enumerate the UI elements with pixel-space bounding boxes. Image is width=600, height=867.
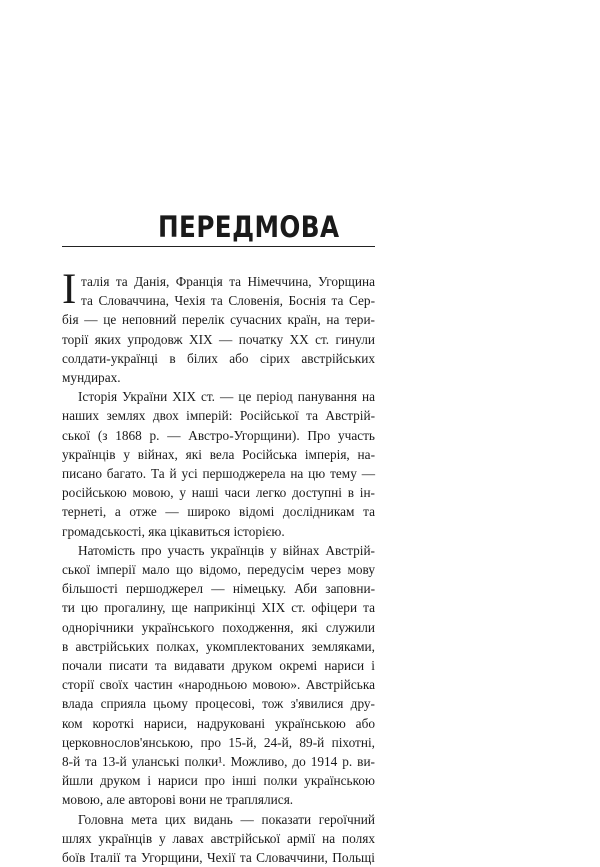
- text-line: Головна мета цих видань — показати героїчний: [78, 812, 375, 827]
- text-line: влада сприяла цьому процесові, тож з'явилися дру-: [62, 696, 375, 711]
- drop-cap: І: [62, 266, 77, 313]
- text-line: та Словаччина, Чехія та Словенія, Боснія та Сер-: [81, 293, 375, 308]
- text-line: бія — це неповний перелік сучасних країн, на тери-: [62, 312, 375, 327]
- text-line: торії яких упродовж XIX — початку XX ст. гинули: [62, 332, 375, 347]
- text-line: йшли друком і нариси про інші полки українською: [62, 773, 375, 788]
- text-line: українців у війнах, які вела Російська імперія, на-: [62, 447, 375, 462]
- text-line: ти цю прогалину, ще наприкінці XIX ст. офіцери та: [62, 600, 375, 615]
- text-line: мундирах.: [62, 370, 121, 385]
- text-line: громадськості, яка цікавиться історією.: [62, 524, 285, 539]
- text-line: сторії своїх частин «народньою мовою». Австрійська: [62, 677, 375, 692]
- text-line: тернеті, а отже — широко відомі дослідникам та: [62, 504, 375, 519]
- text-line: більшості першоджерел — німецьку. Аби заповни-: [62, 581, 375, 596]
- page-title: ПЕРЕДМОВА: [158, 210, 340, 244]
- text-line: в австрійських полках, укомплектованих земляками,: [62, 639, 375, 654]
- text-line: шлях українців у лавах австрійської армії на полях: [62, 831, 375, 846]
- text-line: церковнослов'янською, про 15-й, 24-й, 89-й піхотні,: [62, 735, 375, 750]
- text-line: однорічники українського походження, які служили: [62, 620, 375, 635]
- text-line: талія та Данія, Франція та Німеччина, Угорщина: [81, 274, 375, 289]
- text-line: Натомість про участь українців у війнах Австрій-: [78, 543, 375, 558]
- text-line: Історія України XIX ст. — це період панування на: [78, 389, 375, 404]
- text-line: писано багато. Та й усі першоджерела на цю тему —: [62, 466, 375, 481]
- title-rule: [62, 246, 375, 247]
- text-line: наших землях двох імперій: Російської та Австрій-: [62, 408, 375, 423]
- text-line: ком короткі нариси, надруковані українською або: [62, 716, 375, 731]
- text-line: боїв Італії та Угорщини, Чехії та Словаччини, Польщі: [62, 850, 375, 865]
- text-line: 8-й та 13-й уланські полки¹. Можливо, до 1914 р. ви-: [62, 754, 375, 769]
- text-line: почали писати та видавати друком окремі нариси і: [62, 658, 375, 673]
- text-line: мовою, але авторові вони не траплялися.: [62, 792, 294, 807]
- text-line: солдати-українці в білих або сірих австрійських: [62, 351, 375, 366]
- text-line: російською мовою, у наші часи легко доступні в ін-: [62, 485, 375, 500]
- text-line: ської імперії мало що відомо, передусім через мову: [62, 562, 375, 577]
- text-line: ської (з 1868 р. — Австро-Угорщини). Про участь: [62, 428, 375, 443]
